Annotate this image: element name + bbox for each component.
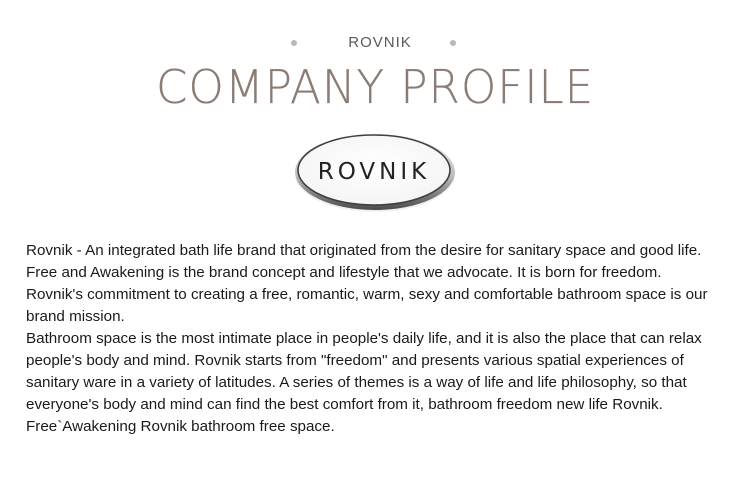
company-description — [26, 240, 728, 438]
rovnik-logo — [292, 128, 458, 214]
logo-wordmark: ROVNIK — [317, 159, 431, 185]
page-title-text: COMPANY PROFILE — [155, 60, 595, 114]
page-title — [8, 60, 743, 114]
paragraph-tagline: Free`Awakening Rovnik bathroom free space. — [26, 418, 335, 435]
paragraph-philosophy: Bathroom space is the most intimate place in people's daily life, and it is also the place that can relax people's body and mind. Rovnik starts from "freedom" and presents various spatial experiences of sanitary ware in a variety of latitudes. A series of themes is a way of life and life philosophy, so that everyone's body and mind can find the best comfort from it, bathroom freedom new life Rovnik. — [26, 330, 702, 413]
decorative-dot-right — [450, 40, 456, 46]
header-top-line — [0, 33, 750, 53]
paragraph-intro: Rovnik - An integrated bath life brand that originated from the desire for sanitary space and good life. Free and Awakening is the brand concept and lifestyle that we advocate. It is born for freedom. — [26, 242, 702, 281]
rovnik-logo-emblem — [292, 128, 458, 214]
paragraph-mission: Rovnik's commitment to creating a free, romantic, warm, sexy and comfortable bathroom space is our brand mission. — [26, 286, 708, 325]
brand-label: ROVNIK — [348, 34, 412, 51]
